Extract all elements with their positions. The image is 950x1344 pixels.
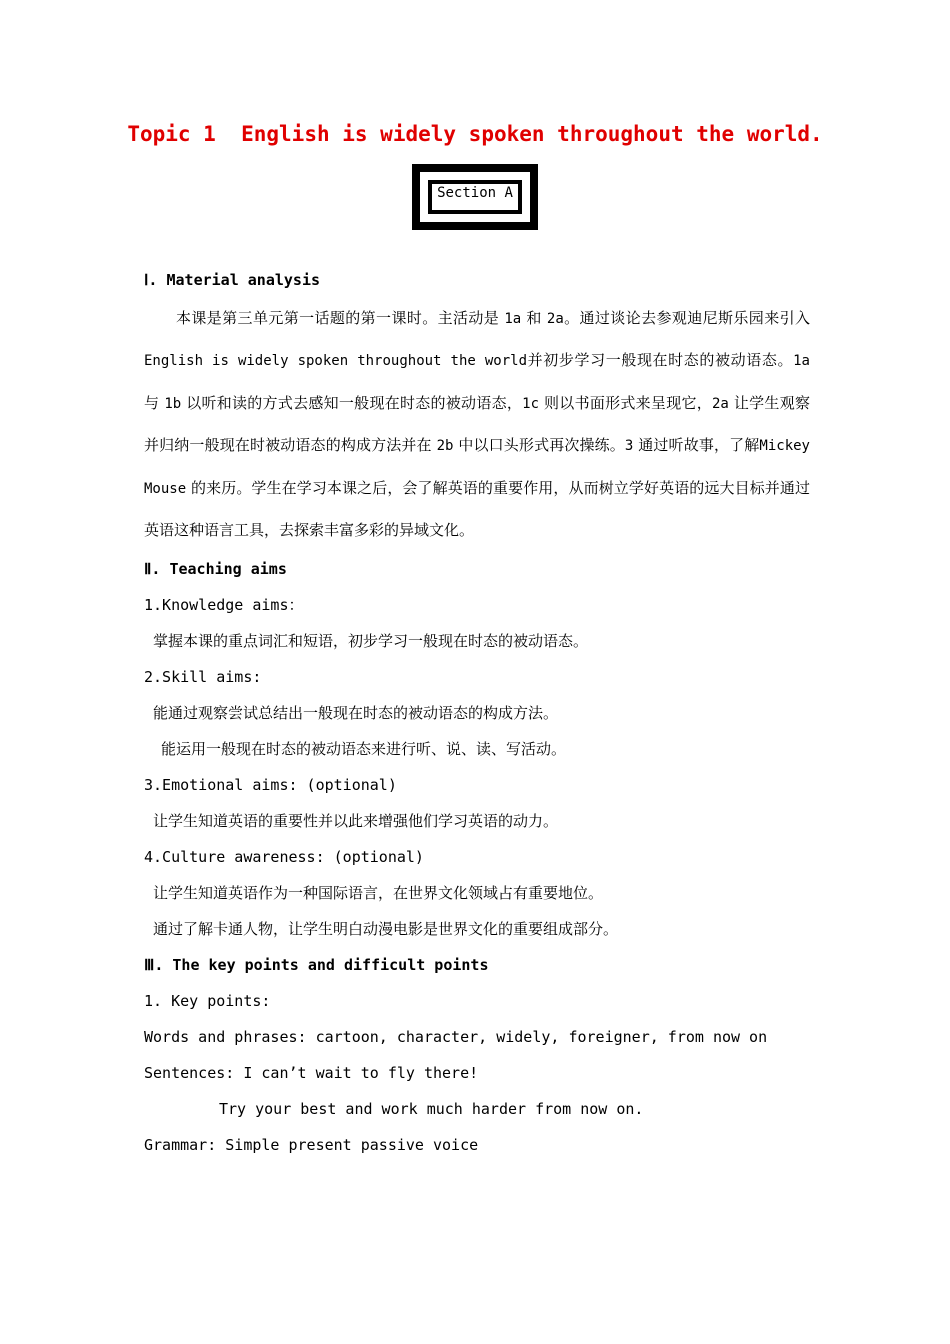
paragraph-segment: 。通过谈论去参观迪尼斯乐园来引入 xyxy=(563,309,810,327)
document-title: Topic 1 English is widely spoken throughout the world. xyxy=(127,122,823,146)
knowledge-aims-label: 1.Knowledge aims： xyxy=(144,596,304,615)
paragraph-segment: 2a xyxy=(712,395,729,412)
culture-awareness-text-1: 让学生知道英语作为一种国际语言，在世界文化领域占有重要地位。 xyxy=(153,884,604,903)
paragraph-segment: 的来历。学生在学习本课之后，会了解英语的重要作用，从而树立学好英语的远大目标并通过英语这种语言工具，去探索丰富多彩的异域文化。 xyxy=(144,478,810,540)
paragraph-segment: 以听和读的方式去感知一般现在时态的被动语态， xyxy=(181,393,523,412)
skill-aims-label: 2.Skill aims: xyxy=(144,668,262,687)
paragraph-segment: 与 xyxy=(144,393,165,412)
sentences-line-1: Sentences: I can’t wait to fly there! xyxy=(144,1064,479,1083)
paragraph-segment: 3 xyxy=(624,438,634,455)
paragraph-segment: 让学生观察并归纳一般现在时被动语态的构成方法并在 xyxy=(144,393,810,455)
culture-awareness-label: 4.Culture awareness: (optional) xyxy=(144,848,424,867)
section-box-gap xyxy=(420,172,530,222)
paragraph-segment: 并初步学习一般现在时态的被动语态。 xyxy=(527,351,794,370)
emotional-aims-text: 让学生知道英语的重要性并以此来增强他们学习英语的动力。 xyxy=(153,812,559,831)
section-box xyxy=(412,164,538,230)
words-and-phrases: Words and phrases: cartoon, character, widely, foreigner, from now on xyxy=(144,1028,768,1047)
grammar-line: Grammar: Simple present passive voice xyxy=(144,1136,479,1155)
paragraph-segment: 1a xyxy=(793,353,810,370)
paragraph-segment: 中以口头形式再次操练。 xyxy=(453,436,625,455)
paragraph-segment: 1b xyxy=(164,395,182,412)
heading-key-points: Ⅲ. The key points and difficult points xyxy=(144,956,489,975)
material-analysis-paragraph xyxy=(144,298,810,551)
paragraph-segment: 2a xyxy=(546,311,564,327)
paragraph-segment: 则以书面形式来呈现它， xyxy=(539,393,712,412)
culture-awareness-text-2: 通过了解卡通人物，让学生明白动漫电影是世界文化的重要组成部分。 xyxy=(153,920,619,939)
emotional-aims-label: 3.Emotional aims: (optional) xyxy=(144,776,397,795)
paragraph-segment: 本课是第三单元第一话题的第一课时。主活动是 xyxy=(176,309,505,327)
section-box-inner-frame xyxy=(428,180,522,214)
section-label: Section A xyxy=(431,183,519,211)
skill-aims-text-2: 能运用一般现在时态的被动语态来进行听、说、读、写活动。 xyxy=(161,740,567,759)
paragraph-segment: 和 xyxy=(521,309,547,327)
document-body xyxy=(144,262,810,1163)
heading-material-analysis: Ⅰ. Material analysis xyxy=(144,271,321,289)
sentences-line-2: Try your best and work much harder from now on. xyxy=(219,1100,644,1119)
paragraph-segment: 1c xyxy=(522,395,539,412)
heading-teaching-aims: Ⅱ. Teaching aims xyxy=(144,560,287,579)
paragraph-segment: Mickey Mouse xyxy=(144,438,810,497)
paragraph-segment: English is widely spoken throughout the world xyxy=(144,353,527,370)
paragraph-segment: 通过听故事，了解 xyxy=(633,436,760,455)
knowledge-aims-text: 掌握本课的重点词汇和短语，初步学习一般现在时态的被动语态。 xyxy=(153,632,589,651)
paragraph-segment: 1a xyxy=(504,311,522,327)
paragraph-segment: 2b xyxy=(436,438,454,455)
skill-aims-text-1: 能通过观察尝试总结出一般现在时态的被动语态的构成方法。 xyxy=(153,704,559,723)
key-points-label: 1. Key points: xyxy=(144,992,271,1011)
